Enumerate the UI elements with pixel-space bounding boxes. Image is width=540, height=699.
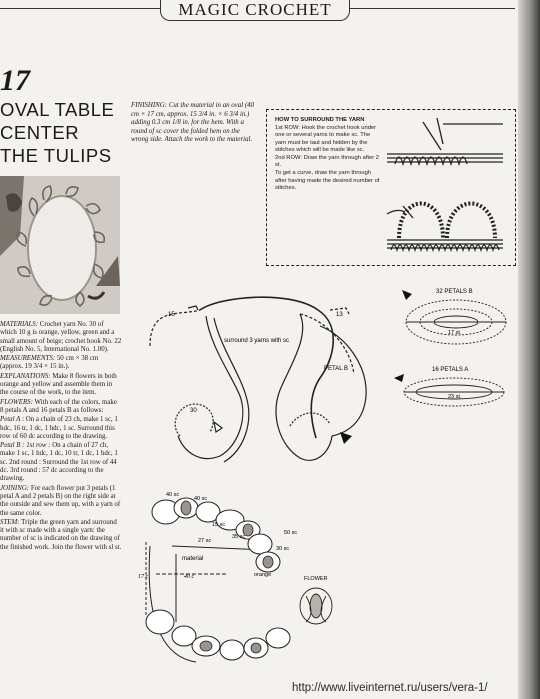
finishing-paragraph [131,102,256,145]
dim-17: 17 c [138,574,149,580]
label: JOINING: [0,484,30,492]
label: Petal B : 1st row : [0,442,51,450]
flowers-paragraph [0,399,122,416]
label: MEASUREMENTS: [0,355,56,363]
sc-count: 30 sc [276,546,290,552]
label: MATERIALS: [0,321,39,328]
petals-b-caption: 32 PETALS B [436,289,473,295]
text: Triple the green yarn and surround it with sc made with a single yarn: the number of sc is indicated on the drawing of the finished work. Join the flower with sl st. [0,518,122,551]
flower-diagram [296,572,336,632]
pattern-title [0,98,114,167]
title-line: CENTER [0,122,80,143]
st-label-b: 17 st. [448,330,462,336]
text: : On a chain of 23 ch, make 1 sc, 1 hdc, 16 tr, 1 dc, 1 hdc, 1 sc. Surround this row of 60 dc according to the drawing. [0,416,118,440]
joining-paragraph [0,485,122,518]
title-line: OVAL TABLE [0,99,115,120]
orange-label: orange [254,572,272,578]
petal-a-paragraph [0,416,122,441]
sc-count: 50 sc [284,530,298,536]
how-to-row2: 2nd ROW: Draw the yarn through after 2 st. [275,155,379,169]
page-header: MAGIC CROCHET [160,0,350,21]
text: 50 cm × 38 cm (approx. 19 3/4 × 15 in.). [0,355,99,371]
how-to-text [275,117,383,193]
text: Make 8 flowers in both orange and yellow and assemble them in the course of the work, to the item. [0,372,117,397]
surround-yarn-illustration [383,114,511,262]
text: With each of the colors, make 8 petals A and 16 petals B as follows: [0,398,117,414]
text: Cut the material in an oval (40 cm × 17 cm, approx. 15 3/4 in. × 6 3/4 in.) adding 0.3 cm 1/8 in. for the hem. With a round of sc cover the folded hem on the wrong side. Attach the work to the material. [131,102,255,143]
title-line: THE TULIPS [0,145,112,166]
flower-label: FLOWER [304,576,328,582]
st-label-a: 23 st. [448,394,462,400]
text: Crochet yarn No. 30 of which 10 g is orange, yellow, green and a small amount of beige; crochet hook No. 22 (English No. 5, International No. 1.00). [0,321,122,353]
sc-count: 35 sc [232,534,246,540]
footer-url: http://www.liveinternet.ru/users/vera-1/ [292,682,488,694]
petal-b-paragraph [0,442,122,483]
materials-paragraph [0,321,122,354]
sc-count: 27 sc [198,538,212,544]
sc-count: 40 sc [194,496,208,502]
table-center-photo [0,176,120,314]
count-13: 13 [336,312,343,318]
text: For each flower put 3 petals (1 petal A and 2 petals B) on the right side at the outside and sew them up, with a yarn of the same color. [0,484,121,517]
material-label: material [182,556,204,562]
label: STEM: [0,518,20,526]
pattern-number: 17 [0,64,30,97]
petals-a-diagram [392,364,510,412]
stem-paragraph [0,519,122,552]
explanations-paragraph [0,373,122,398]
text: On a chain of 27 ch, make 1 sc, 1 hdc, 1 dc, 10 tr, 1 dc, 1 hdc, 1 sc. 2nd round : Surround the 1st row of 44 dc. 3rd round : 57 dc according to the drawing. [0,442,118,483]
how-to-surround-box [266,109,516,266]
sc-count: 40 sc [166,492,180,498]
book-spine-shadow [518,0,540,699]
label: Petal A [0,416,21,424]
surround-label: surround 3 yarns with sc [224,338,290,344]
stem-and-leaf-diagram [140,286,372,472]
how-to-row3: To get a curve, draw the yarn through after having made the desired number of stitches. [275,170,380,191]
label: FLOWERS: [0,398,33,406]
count-15: 15 [168,312,175,318]
finished-work-diagram [136,486,312,680]
instructions-column [0,321,122,553]
measurements-paragraph [0,355,122,372]
how-to-title: HOW TO SURROUND THE YARN [275,117,365,123]
label: EXPLANATIONS: [0,372,51,380]
label: FINISHING: [131,102,167,109]
how-to-row1: 1st ROW: Hook the crochet hook under one or several yarns to make sc. The yarn must be taut and hidden by the stitches which will be made like sc. [275,125,377,153]
petals-b-diagram [398,286,512,350]
petals-a-caption: 16 PETALS A [432,367,469,373]
count-30: 30 [190,408,197,414]
dim-40: 40 c [184,574,195,580]
petal-b-label: PETAL B [324,366,349,372]
sc-count: 15 sc [212,522,226,528]
